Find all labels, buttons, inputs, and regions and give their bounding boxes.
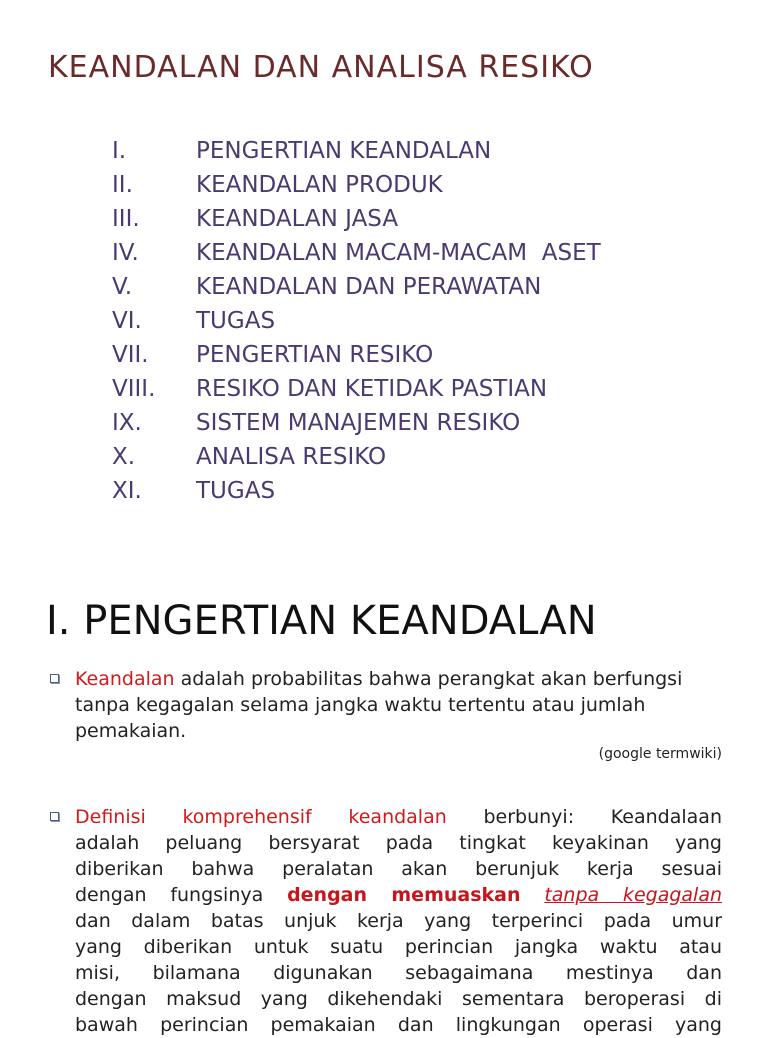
citation: (google termwiki) xyxy=(598,746,722,762)
section-title: I. PENGERTIAN KEANDALAN xyxy=(46,598,597,644)
toc-number: III. xyxy=(112,206,140,232)
slide-title: KEANDALAN DAN ANALISA RESIKO xyxy=(48,50,594,85)
toc-number: II. xyxy=(112,172,133,198)
text-segment: berbunyi: Keandalaan xyxy=(446,806,722,828)
toc-number: X. xyxy=(112,444,136,470)
toc-item xyxy=(112,270,601,304)
paragraph-text xyxy=(48,666,722,744)
text-segment: dengan fungsinya xyxy=(75,884,288,906)
toc-number: XI. xyxy=(112,478,142,504)
toc-item xyxy=(112,202,601,236)
text-line: bawah perincian pemakaian dan lingkungan operasi yang xyxy=(75,1014,722,1036)
toc-label: TUGAS xyxy=(196,478,276,504)
text-line: adalah peluang bersyarat pada tingkat keyakinan yang xyxy=(75,832,722,854)
toc-item xyxy=(112,304,601,338)
paragraph-text xyxy=(48,804,722,1038)
toc-number: IV. xyxy=(112,240,139,266)
toc-item xyxy=(112,236,601,270)
text-line: dengan maksud yang dikehendaki sementara beroperasi di xyxy=(75,988,722,1010)
toc-label: TUGAS xyxy=(196,308,276,334)
square-bullet-icon xyxy=(50,812,59,821)
toc-number: IX. xyxy=(112,410,142,436)
toc-number: VI. xyxy=(112,308,142,334)
toc-item xyxy=(112,134,601,168)
highlighted-term: Definisi komprehensif keandalan xyxy=(75,806,447,828)
bold-emphasis: dengan memuaskan xyxy=(287,884,521,906)
highlighted-term: Keandalan xyxy=(75,668,175,690)
toc-label: KEANDALAN MACAM-MACAM ASET xyxy=(196,240,601,266)
toc-label: RESIKO DAN KETIDAK PASTIAN xyxy=(196,376,548,402)
toc-label: KEANDALAN JASA xyxy=(196,206,399,232)
toc-label: PENGERTIAN RESIKO xyxy=(196,342,434,368)
text-line: diberikan bahwa peralatan akan berunjuk kerja sesuai xyxy=(75,858,722,880)
toc-number: V. xyxy=(112,274,133,300)
toc-label: SISTEM MANAJEMEN RESIKO xyxy=(196,410,521,436)
toc-number: I. xyxy=(112,138,127,164)
toc-number: VIII. xyxy=(112,376,156,402)
toc-label: ANALISA RESIKO xyxy=(196,444,387,470)
bullet-paragraph xyxy=(48,666,722,744)
toc-item xyxy=(112,440,601,474)
toc-label: KEANDALAN PRODUK xyxy=(196,172,443,198)
table-of-contents xyxy=(112,134,601,508)
text-line: misi, bilamana digunakan sebagaimana mestinya dan xyxy=(75,962,722,984)
toc-label: KEANDALAN DAN PERAWATAN xyxy=(196,274,542,300)
toc-item xyxy=(112,372,601,406)
toc-label: PENGERTIAN KEANDALAN xyxy=(196,138,492,164)
text-line xyxy=(75,804,722,830)
paragraph-body: adalah probabilitas bahwa perangkat akan berfungsi tanpa kegagalan selama jangka waktu tertentu atau jumlah pemakaian. xyxy=(75,668,683,742)
text-line: yang diberikan untuk suatu perincian jangka waktu atau xyxy=(75,936,722,958)
toc-number: VII. xyxy=(112,342,149,368)
text-line xyxy=(75,882,722,908)
toc-item xyxy=(112,406,601,440)
text-line: dan dalam batas unjuk kerja yang terperinci pada umur xyxy=(75,910,722,932)
italic-emphasis: tanpa kegagalan xyxy=(544,884,723,906)
bullet-paragraph xyxy=(48,804,722,1038)
toc-item xyxy=(112,168,601,202)
toc-item xyxy=(112,474,601,508)
toc-item xyxy=(112,338,601,372)
square-bullet-icon xyxy=(50,674,59,683)
